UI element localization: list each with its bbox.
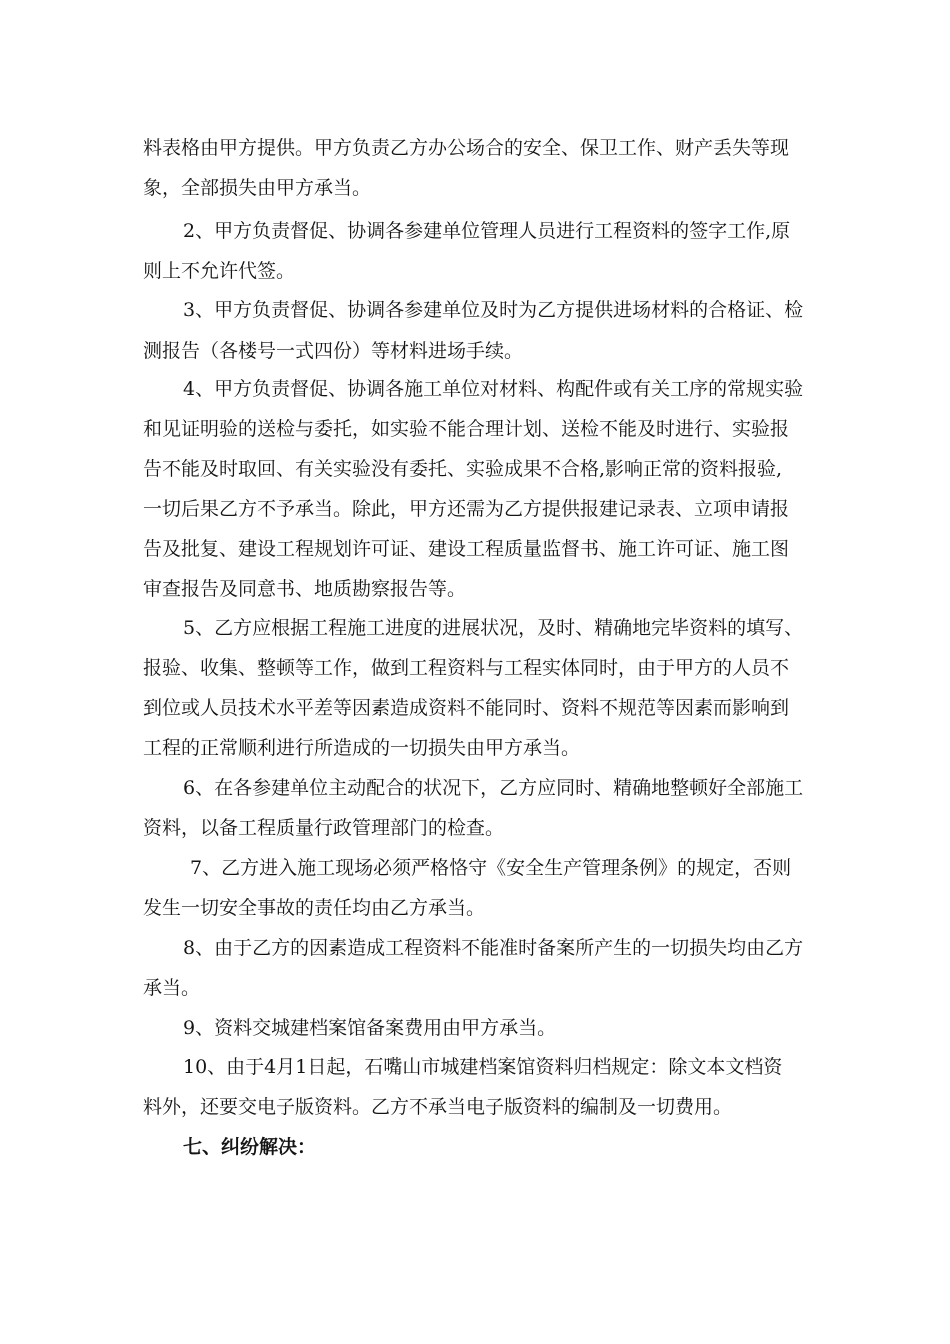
text-line: 料外，还要交电子版资料。乙方不承当电子版资料的编制及一切费用。 <box>143 1096 733 1118</box>
text-line: 8、由于乙方的因素造成工程资料不能准时备案所产生的一切损失均由乙方 <box>183 937 804 959</box>
text-line: 资料，以备工程质量行政管理部门的检查。 <box>143 817 505 839</box>
text-line: 承当。 <box>143 977 201 999</box>
text-line: 发生一切安全事故的责任均由乙方承当。 <box>143 897 486 919</box>
text-line: 和见证明验的送检与委托，如实验不能合理计划、送检不能及时进行、实验报 <box>143 418 790 440</box>
text-line: 告不能及时取回、有关实验没有委托、实验成果不合格,影响正常的资料报验, <box>143 458 783 480</box>
text-line: 6、在各参建单位主动配合的状况下，乙方应同时、精确地整顿好全部施工 <box>183 777 804 799</box>
section-heading: 七、纠纷解决： <box>183 1136 317 1158</box>
text-line: 报验、收集、整顿等工作，做到工程资料与工程实体同时，由于甲方的人员不 <box>143 657 790 679</box>
text-line: 告及批复、建设工程规划许可证、建设工程质量监督书、施工许可证、施工图 <box>143 538 790 560</box>
text-line: 10、由于4月1日起，石嘴山市城建档案馆资料归档规定：除文本文档资 <box>183 1056 783 1078</box>
text-line: 9、资料交城建档案馆备案费用由甲方承当。 <box>183 1017 557 1039</box>
text-line: 到位或人员技术水平差等因素造成资料不能同时、资料不规范等因素而影响到 <box>143 697 790 719</box>
text-line: 5、乙方应根据工程施工进度的进展状况，及时、精确地完毕资料的填写、 <box>183 617 804 639</box>
text-line: 7、乙方进入施工现场必须严格恪守《安全生产管理条例》的规定，否则 <box>190 857 792 879</box>
text-line: 2、甲方负责督促、协调各参建单位管理人员进行工程资料的签字工作,原 <box>183 220 791 242</box>
text-line: 工程的正常顺利进行所造成的一切损失由甲方承当。 <box>143 737 581 759</box>
text-line: 则上不允许代签。 <box>143 260 296 282</box>
text-line: 审查报告及同意书、地质勘察报告等。 <box>143 578 467 600</box>
text-line: 象，全部损失由甲方承当。 <box>143 177 372 199</box>
text-line: 4、甲方负责督促、协调各施工单位对材料、构配件或有关工序的常规实验 <box>183 378 804 400</box>
text-line: 一切后果乙方不予承当。除此，甲方还需为乙方提供报建记录表、立项申请报 <box>143 498 790 520</box>
text-line: 料表格由甲方提供。甲方负责乙方办公场合的安全、保卫工作、财产丢失等现 <box>143 137 790 159</box>
text-line: 3、甲方负责督促、协调各参建单位及时为乙方提供进场材料的合格证、检 <box>183 299 804 321</box>
text-line: 测报告（各楼号一式四份）等材料进场手续。 <box>143 340 524 362</box>
